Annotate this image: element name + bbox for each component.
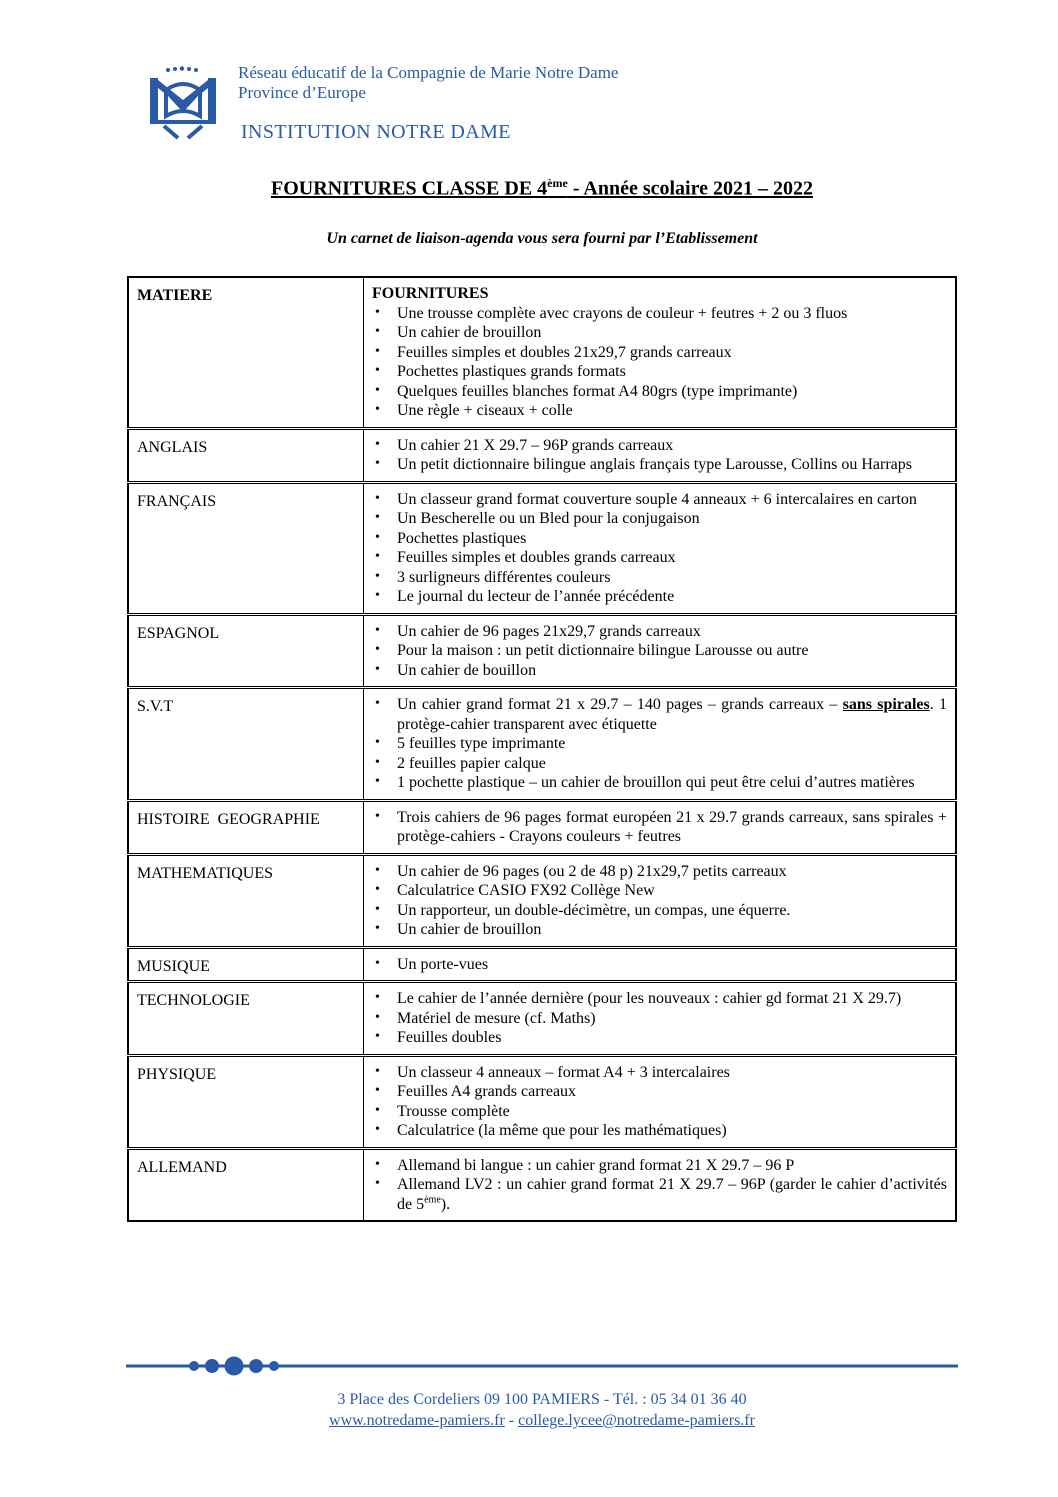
list-item: • Calculatrice (la même que pour les mathématiques)	[372, 1121, 947, 1141]
subject-anglais: ANGLAIS	[128, 428, 364, 482]
list-item: • 3 surligneurs différentes couleurs	[372, 568, 947, 588]
list-item: • Un cahier de 96 pages 21x29,7 grands carreaux	[372, 622, 947, 642]
supplies-cell	[364, 1055, 957, 1148]
list-item: • Trousse complète	[372, 1102, 947, 1122]
table-row	[128, 800, 956, 854]
page-subtitle: Un carnet de liaison-agenda vous sera fourni par l’Etablissement	[326, 230, 758, 247]
supplies-cell	[364, 854, 957, 947]
title-prefix: FOURNITURES CLASSE DE 4	[271, 177, 548, 200]
table-row	[128, 614, 956, 688]
list-item: • Pour la maison : un petit dictionnaire bilingue Larousse ou autre	[372, 641, 947, 661]
list-item: • Quelques feuilles blanches format A4 80grs (type imprimante)	[372, 382, 947, 402]
list-item: • Trois cahiers de 96 pages format européen 21 x 29.7 grands carreaux, sans spirales + protège-cahiers - Crayons couleurs + feutres	[372, 808, 947, 847]
subject-techno: TECHNOLOGIE	[128, 982, 364, 1056]
table-row	[128, 277, 956, 428]
list-item: • Un rapporteur, un double-décimètre, un compas, une équerre.	[372, 901, 947, 921]
footer-separator: -	[504, 1412, 519, 1429]
techno-list	[372, 989, 947, 1048]
supplies-cell	[364, 428, 957, 482]
subject-espagnol: ESPAGNOL	[128, 614, 364, 688]
histoire-list	[372, 808, 947, 847]
list-item: • Un cahier de bouillon	[372, 661, 947, 681]
email-link[interactable]: college.lycee@notredame-pamiers.fr	[518, 1412, 755, 1429]
subject-musique: MUSIQUE	[128, 947, 364, 982]
column-header-supplies: FOURNITURES	[372, 285, 489, 302]
supplies-cell	[364, 800, 957, 854]
allemand-item2-b: ).	[440, 1195, 451, 1213]
allemand-item2-a: Allemand LV2 : un cahier grand format 21 X 29.7 – 96P (garder le cahier d’activités de 5	[397, 1176, 947, 1213]
table-row	[128, 482, 956, 614]
footer-address: 3 Place des Cordeliers 09 100 PAMIERS - Tél. : 05 34 01 36 40	[337, 1391, 747, 1408]
list-item: • Un cahier de 96 pages (ou 2 de 48 p) 21x29,7 petits carreaux	[372, 862, 947, 882]
list-item: • Un petit dictionnaire bilingue anglais français type Larousse, Collins ou Harraps	[372, 455, 947, 475]
svt-item1-bold: sans spirales	[842, 696, 930, 713]
list-item: • Un Bescherelle ou un Bled pour la conjugaison	[372, 509, 947, 529]
supplies-cell	[364, 982, 957, 1056]
supplies-cell	[364, 947, 957, 982]
list-item: • Un classeur grand format couverture souple 4 anneaux + 6 intercalaires en carton	[372, 490, 947, 510]
espagnol-list	[372, 622, 947, 681]
list-item: • Un classeur 4 anneaux – format A4 + 3 intercalaires	[372, 1063, 947, 1083]
title-suffix: - Année scolaire 2021 – 2022	[567, 177, 813, 200]
table-row	[128, 1148, 956, 1221]
list-item	[372, 1175, 947, 1214]
anglais-list	[372, 436, 947, 475]
francais-list	[372, 490, 947, 607]
list-item: • Une règle + ciseaux + colle	[372, 401, 947, 421]
subject-histoire: HISTOIRE GEOGRAPHIE	[128, 800, 364, 854]
list-item: • Un porte-vues	[372, 955, 947, 975]
table-row	[128, 982, 956, 1056]
network-name: Réseau éducatif de la Compagnie de Marie Notre Dame	[238, 63, 619, 82]
footer-decoration	[126, 1356, 958, 1376]
table-row	[128, 1055, 956, 1148]
page-title	[0, 176, 1058, 201]
list-item: • Allemand bi langue : un cahier grand format 21 X 29.7 – 96 P	[372, 1156, 947, 1176]
list-item: • Pochettes plastiques	[372, 529, 947, 549]
supplies-cell	[364, 1148, 957, 1221]
list-item: • Calculatrice CASIO FX92 Collège New	[372, 881, 947, 901]
supplies-cell	[364, 277, 957, 428]
table-row	[128, 854, 956, 947]
subject-physique: PHYSIQUE	[128, 1055, 364, 1148]
province-name: Province d’Europe	[238, 83, 366, 102]
subject-header	[128, 277, 364, 428]
website-link[interactable]: www.notredame-pamiers.fr	[329, 1412, 505, 1429]
supplies-cell	[364, 482, 957, 614]
supplies-cell	[364, 688, 957, 801]
list-item: • Un cahier 21 X 29.7 – 96P grands carreaux	[372, 436, 947, 456]
subject-svt: S.V.T	[128, 688, 364, 801]
list-item: • 5 feuilles type imprimante	[372, 734, 947, 754]
supplies-table	[127, 276, 957, 1222]
list-item: • Un cahier de brouillon	[372, 323, 947, 343]
table-row	[128, 688, 956, 801]
svt-list	[372, 695, 947, 793]
footer-links	[0, 1412, 1058, 1430]
title-sup: ème	[547, 176, 568, 190]
svt-item1-a: Un cahier grand format 21 x 29.7 – 140 pages – grands carreaux –	[397, 696, 843, 713]
musique-list	[372, 955, 947, 975]
svt-item1-b: . 1 protège-cahier transparent avec étiquette	[397, 696, 948, 733]
allemand-list	[372, 1156, 947, 1215]
list-item: • Feuilles doubles	[372, 1028, 947, 1048]
institution-name: INSTITUTION NOTRE DAME	[241, 121, 511, 143]
column-header-subject: MATIERE	[137, 287, 213, 304]
list-item: • Matériel de mesure (cf. Maths)	[372, 1009, 947, 1029]
general-supplies-list	[372, 304, 947, 421]
list-item: • Feuilles simples et doubles 21x29,7 grands carreaux	[372, 343, 947, 363]
list-item: • 1 pochette plastique – un cahier de brouillon qui peut être celui d’autres matières	[372, 773, 947, 793]
subject-allemand: ALLEMAND	[128, 1148, 364, 1221]
subject-maths: MATHEMATIQUES	[128, 854, 364, 947]
list-item	[372, 695, 947, 734]
list-item: • Feuilles A4 grands carreaux	[372, 1082, 947, 1102]
allemand-item2-sup: ème	[424, 1194, 441, 1206]
list-item: • Un cahier de brouillon	[372, 920, 947, 940]
list-item: • Feuilles simples et doubles grands carreaux	[372, 548, 947, 568]
physique-list	[372, 1063, 947, 1141]
list-item: • Le journal du lecteur de l’année précédente	[372, 587, 947, 607]
subject-francais: FRANÇAIS	[128, 482, 364, 614]
list-item: • Pochettes plastiques grands formats	[372, 362, 947, 382]
list-item: • 2 feuilles papier calque	[372, 754, 947, 774]
table-row	[128, 428, 956, 482]
maths-list	[372, 862, 947, 940]
list-item: • Le cahier de l’année dernière (pour les nouveaux : cahier gd format 21 X 29.7)	[372, 989, 947, 1009]
list-item: • Une trousse complète avec crayons de couleur + feutres + 2 ou 3 fluos	[372, 304, 947, 324]
supplies-cell	[364, 614, 957, 688]
table-row	[128, 947, 956, 982]
institution-logo	[148, 66, 218, 140]
